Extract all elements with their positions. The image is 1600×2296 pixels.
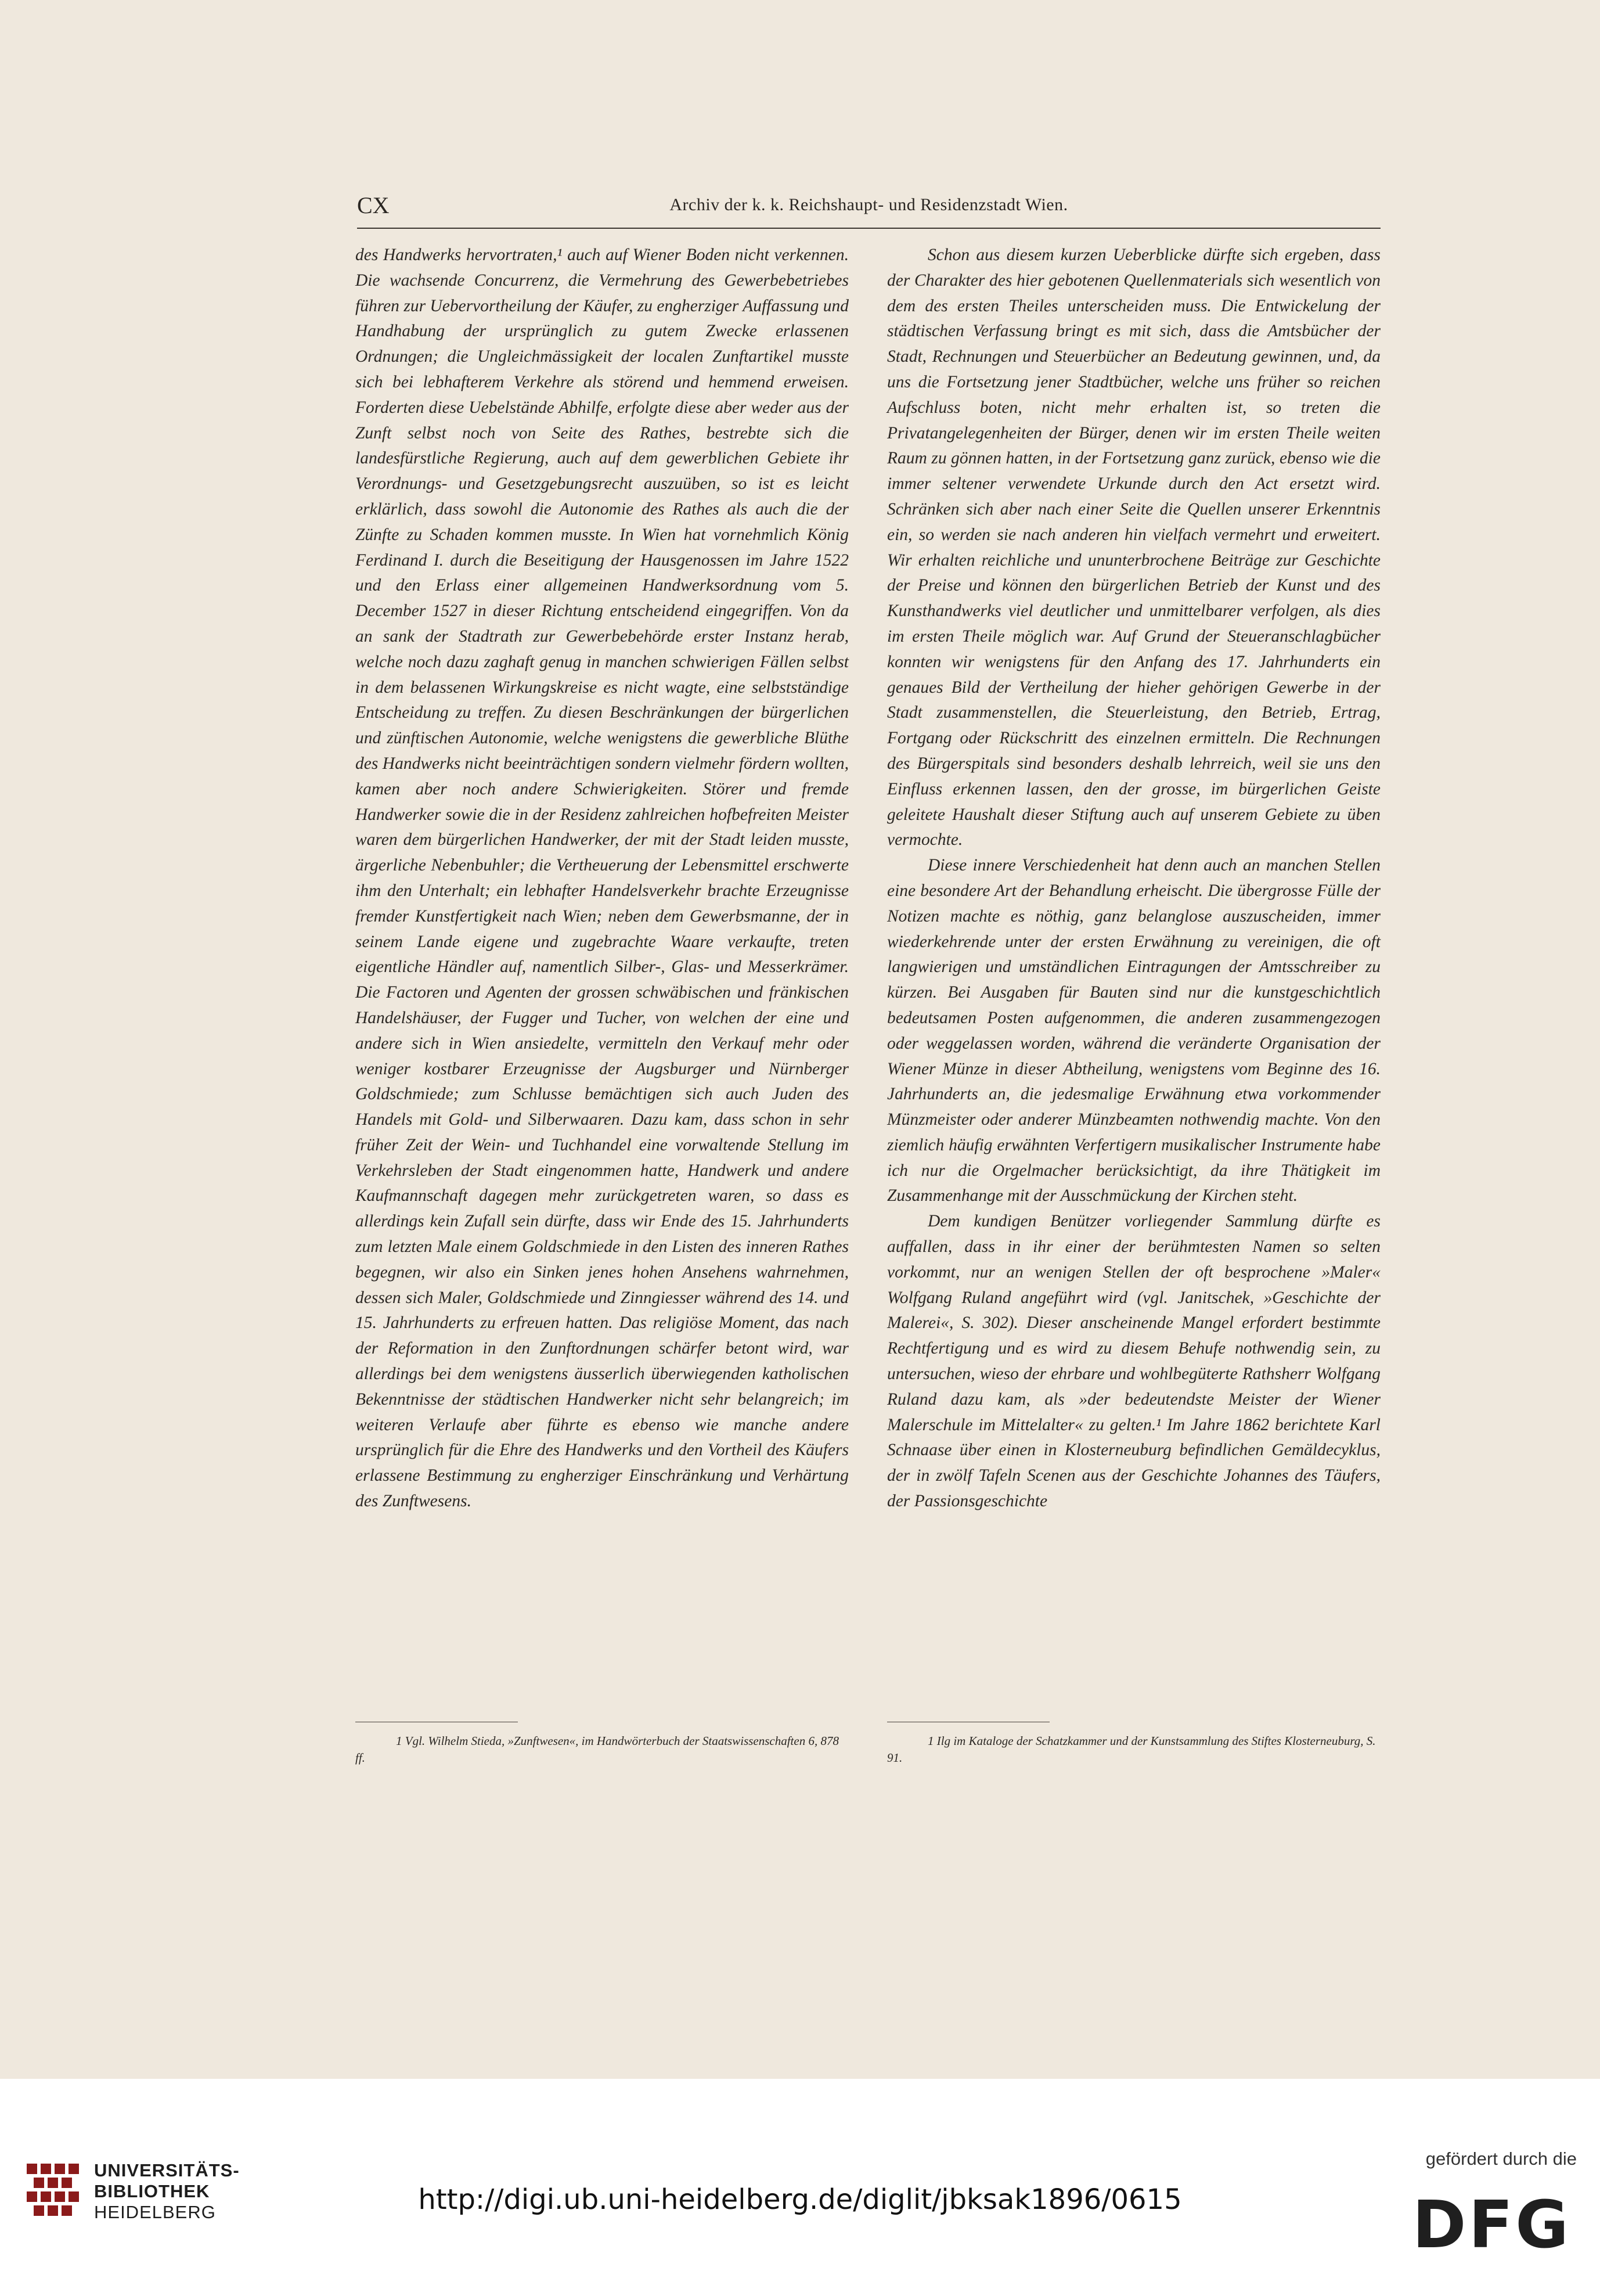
library-name-line-1: UNIVERSITÄTS- — [94, 2160, 240, 2180]
right-paragraph-2: Diese innere Verschiedenheit hat denn auch an manchen Stellen eine besondere Art der Behandlung erheischt. Die übergrosse Fülle der Notizen machte es nöthig, ganz belanglose auszuscheiden, immer wiederkehrende unter der ersten Erwähnung zu vereinigen, die oft langwierigen und umständlichen Eintragungen der Amtsschreiber zu kürzen. Bei Ausgaben für Bauten sind nur die kunstgeschichtlich bedeutsamen Posten aufgenommen, die anderen zusammengezogen oder weggelassen worden, während die veränderte Organisation der Wiener Münze in dieser Abtheilung, wenigstens vom Beginne des 16. Jahrhunderts an, die jedesmalige Erwähnung etwa vorkommender Münzmeister oder anderer Münzbeamten nothwendig machte. Von den ziemlich häufig erwähnten Verfertigern musikalischer Instrumente habe ich nur die Orgelmacher berücksichtigt, da ihre Thätigkeit im Zusammenhange mit der Ausschmückung der Kirchen steht. — [887, 856, 1381, 1205]
page-number: CX — [357, 192, 390, 218]
left-column — [355, 243, 849, 1514]
page-header — [357, 192, 1381, 226]
library-name-line-3: HEIDELBERG — [94, 2202, 216, 2222]
left-footnote-text: 1 Vgl. Wilhelm Stieda, »Zunftwesen«, im Handwörterbuch der Staatswissenschaften 6, 878 ff. — [355, 1734, 839, 1765]
right-footnote-text: 1 Ilg im Kataloge der Schatzkammer und der Kunstsammlung des Stiftes Klosterneuburg, S. 91. — [887, 1734, 1376, 1765]
right-paragraph-3: Dem kundigen Benützer vorliegender Sammlung dürfte es auffallen, dass in ihr einer der berühmtesten Namen so selten vorkommt, nur an wenigen Stellen der oft besprochene »Maler« Wolfgang Ruland angeführt wird (vgl. Janitschek, »Geschichte der Malerei«, S. 302). Dieser anscheinende Mangel erfordert bestimmte Rechtfertigung und es wird zu diesem Behufe nothwendig sein, zu untersuchen, wieso der ehrbare und wohlbegüterte Rathsherr Wolfgang Ruland dazu kam, als »der bedeutendste Meister der Wiener Malerschule im Mittelalter« zu gelten.¹ Im Jahre 1862 berichtete Karl Schnaase über einen in Klosterneuburg befindlichen Gemäldecyklus, der in zwölf Tafeln Scenen aus der Geschichte Johannes des Täufers, der Passionsgeschichte — [887, 1212, 1381, 1511]
header-rule — [357, 228, 1381, 229]
left-footnote — [355, 1722, 849, 1766]
right-footnote — [887, 1722, 1381, 1766]
dfg-logo-icon — [1391, 2189, 1577, 2259]
library-name-line-2: BIBLIOTHEK — [94, 2181, 210, 2201]
left-paragraph-1: des Handwerks hervortraten,¹ auch auf Wiener Boden nicht verkennen. Die wachsende Concurrenz, die Vermehrung des Gewerbebetriebes führen zur Uebervortheilung der Käufer, zu engherziger Auffassung und Handhabung der ursprünglich zu gutem Zwecke erlassenen Ordnungen; die Ungleichmässigkeit der localen Zunftartikel musste sich bei lebhafterem Verkehre als störend und hemmend erweisen. Forderten diese Uebelstände Abhilfe, erfolgte diese aber weder aus der Zunft selbst noch von Seite des Rathes, bestrebte sich die landesfürstliche Regierung, auch auf dem gewerblichen Gebiete ihr Verordnungs- und Gesetzgebungsrecht auszuüben, so ist es leicht erklärlich, dass sowohl die Autonomie des Rathes als auch die der Zünfte zu Schaden kommen musste. In Wien hat vornehmlich König Ferdinand I. durch die Beseitigung der Hausgenossen im Jahre 1522 und den Erlass einer allgemeinen Handwerksordnung vom 5. December 1527 in dieser Richtung entscheidend eingegriffen. Von da an sank der Stadtrath zur Gewerbebehörde erster Instanz herab, welche noch dazu zaghaft genug in manchen schwierigen Fällen selbst in dem belassenen Wirkungskreise es nicht wagte, eine selbstständige Entscheidung zu treffen. Zu diesen Beschränkungen der bürgerlichen und zünftischen Autonomie, welche wenigstens die gewerbliche Blüthe des Handwerks nicht beeinträchtigen sondern vielmehr fördern wollten, kamen aber noch andere Schwierigkeiten. Störer und fremde Handwerker sowie die in der Residenz zahlreichen hofbefreiten Meister waren dem bürgerlichen Handwerker, der mit der Stadt leiden musste, ärgerliche Nebenbuhler; die Vertheuerung der Lebensmittel erschwerte ihm den Unterhalt; ein lebhafter Handelsverkehr brachte Erzeugnisse fremder Kunstfertigkeit nach Wien; neben dem Gewerbsmanne, der in seinem Lande eigene und zugebrachte Waare verkaufte, treten eigentliche Händler auf, namentlich Silber-, Glas- und Messerkrämer. Die Factoren und Agenten der grossen schwäbischen und fränkischen Handelshäuser, der Fugger und Tucher, von welchen der eine und andere sich in Wien ansiedelte, vermitteln den Verkauf mehr oder weniger kostbarer Erzeugnisse der Augsburger und Nürnberger Goldschmiede; zum Schlusse bemächtigen sich auch Juden des Handels mit Gold- und Silberwaaren. Dazu kam, dass schon in sehr früher Zeit der Wein- und Tuchhandel eine vorwaltende Stellung im Verkehrsleben der Stadt eingenommen hatte, Handwerk und andere Kaufmannschaft dagegen mehr zurückgetreten waren, so dass es allerdings kein Zufall sein dürfte, dass wir Ende des 15. Jahrhunderts zum letzten Male einem Goldschmiede in den Listen des inneren Rathes begegnen, wir also ein Sinken jenes hohen Ansehens wahrnehmen, dessen sich Maler, Goldschmiede und Zinngiesser während des 14. und 15. Jahrhunderts zu erfreuen hatten. Das religiöse Moment, das nach der Reformation in den Zunftordnungen schärfer betont wird, war allerdings bei dem wenigstens äusserlich überwiegenden katholischen Bekenntnisse der städtischen Handwerker nicht sehr belangreich; im weiteren Verlaufe aber führte es ebenso wie manche andere ursprünglich für die Ehre des Handwerks und den Vortheil des Käufers erlassene Bestimmung zu engherziger Einschränkung und Verhärtung des Zunftwesens. — [355, 246, 849, 1511]
running-title: Archiv der k. k. Reichshaupt- und Residenzstadt Wien. — [669, 195, 1068, 214]
right-column — [887, 243, 1381, 1514]
funded-by-label: gefördert durch die — [1425, 2149, 1577, 2169]
permalink-url[interactable]: http://digi.ub.uni-heidelberg.de/diglit/jbksak1896/0615 — [418, 2183, 1182, 2216]
right-paragraph-1: Schon aus diesem kurzen Ueberblicke dürfte sich ergeben, dass der Charakter des hier gebotenen Quellenmaterials sich wesentlich von dem des ersten Theiles unterscheiden muss. Die Entwickelung der städtischen Verfassung bringt es mit sich, dass die Amtsbücher der Stadt, Rechnungen und Steuerbücher an Bedeutung gewinnen, und, da uns die Fortsetzung jener Stadtbücher, welche uns früher so reichen Aufschluss boten, nicht mehr erhalten ist, so treten die Privatangelegenheiten der Bürger, denen wir im ersten Theile weiten Raum zu gönnen hatten, in der Fortsetzung ganz zurück, ebenso wie die immer seltener verwendete Urkunde durch den Act ersetzt wird. Schränken sich aber nach einer Seite die Quellen unserer Erkenntnis ein, so werden sie nach anderen hin vielfach vermehrt und erweitert. Wir erhalten reichliche und ununterbrochene Beiträge zur Geschichte der Preise und können den bürgerlichen Betrieb der Kunst und des Kunsthandwerks viel deutlicher und unmittelbarer verfolgen, als dies im ersten Theile möglich war. Auf Grund der Steueranschlagbücher konnten wir wenigstens für den Anfang des 17. Jahrhunderts ein genaues Bild der Vertheilung der hieher gehörigen Gewerbe in der Stadt zusammenstellen, die Steuerleistung, den Betrieb, Ertrag, Fortgang oder Rückschritt des einzelnen ermitteln. Die Rechnungen des Bürgerspitals sind besonders deshalb lehrreich, weil sie uns den Einfluss erkennen lassen, den der grosse, im bürgerlichen Geiste geleitete Haushalt dieser Stiftung auch auf unserem Gebiete zu üben vermochte. — [887, 246, 1381, 850]
dfg-logo-text: DFG — [1412, 2189, 1571, 2259]
